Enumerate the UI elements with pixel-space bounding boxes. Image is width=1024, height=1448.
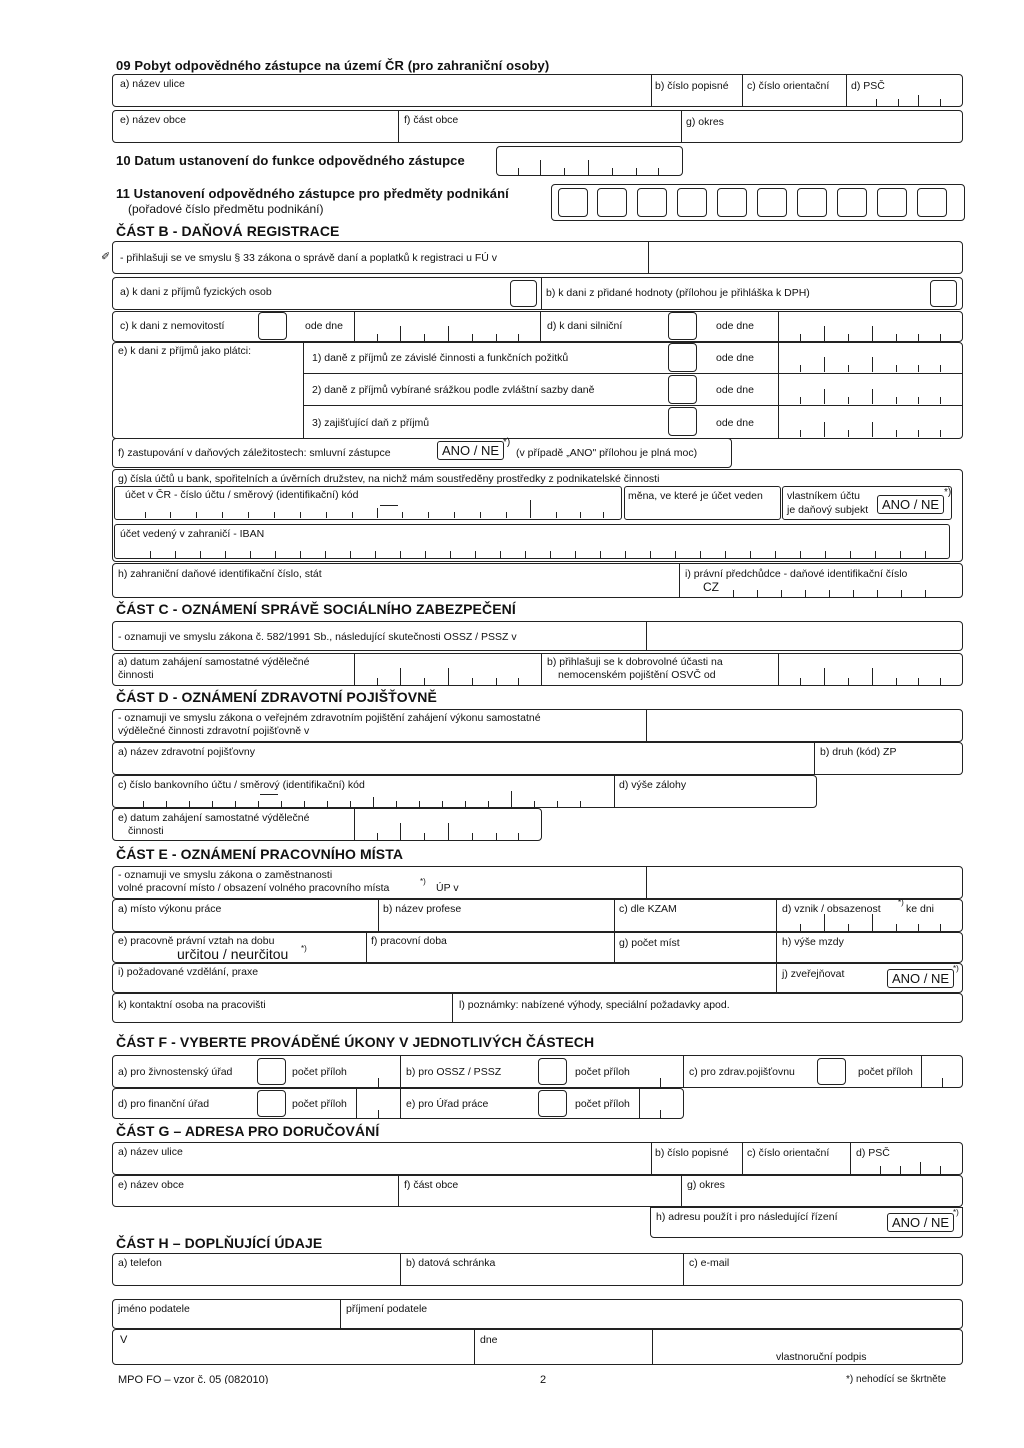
s09-row2 <box>112 110 963 143</box>
f-e-label: e) pro Úřad práce <box>406 1098 489 1110</box>
section-11-subtitle: (pořadové číslo předmětu podnikání) <box>128 202 324 216</box>
b-g-star: *) <box>944 487 952 498</box>
footer-note: *) nehodící se škrtněte <box>846 1374 947 1384</box>
s09-street-input[interactable] <box>118 90 648 106</box>
g-h-ano-ne[interactable]: ANO / NE <box>887 1213 954 1232</box>
b-g-cr-label: účet v ČR - číslo účtu / směrový (identifikační) kód <box>125 489 359 501</box>
e-j-star: *) <box>953 964 959 973</box>
f-a-checkbox[interactable] <box>257 1058 286 1085</box>
g-h-star: *) <box>953 1208 959 1217</box>
b-g-owner-label2: je daňový subjekt <box>787 504 869 516</box>
e-g-label: g) počet míst <box>619 937 680 949</box>
e-a-label: a) místo výkonu práce <box>118 903 222 915</box>
section-09-title: 09 Pobyt odpovědného zástupce na území ČR (pro zahraniční osoby) <box>116 58 550 73</box>
b-a-checkbox[interactable] <box>510 280 537 307</box>
b-c-ode-label: ode dne <box>305 320 343 332</box>
f-d-label: d) pro finanční úřad <box>118 1098 210 1110</box>
s11-subject-box-3[interactable] <box>637 188 667 217</box>
s11-subject-box-7[interactable] <box>797 188 827 217</box>
h-lastname-label: příjmení podatele <box>346 1303 428 1315</box>
g-district-label: g) okres <box>687 1179 725 1191</box>
f-e-count-label: počet příloh <box>575 1098 630 1110</box>
part-g-title: ČÁST G – ADRESA PRO DORUČOVÁNÍ <box>116 1123 380 1139</box>
b-e3-checkbox[interactable] <box>668 407 697 436</box>
e-intro-text1: - oznamuji ve smyslu zákona o zaměstnanosti <box>118 869 333 881</box>
s09-citypart-label: f) část obce <box>404 114 459 126</box>
b-e2-label: 2) daně z příjmů vybírané srážkou podle zvláštní sazby daně <box>312 384 595 396</box>
b-b-label: b) k dani z přidané hodnoty (přílohou je přihláška k DPH) <box>546 287 810 299</box>
h-place-label: V <box>120 1334 128 1346</box>
d-e-label1: e) datum zahájení samostatné výdělečné <box>118 812 310 824</box>
e-j-label: j) zveřejňovat <box>782 968 845 980</box>
s09-orient-no-label: c) číslo orientační <box>747 80 830 92</box>
f-d-checkbox[interactable] <box>257 1090 286 1117</box>
part-h-title: ČÁST H – DOPLŇUJÍCÍ ÚDAJE <box>116 1235 323 1251</box>
s09-district-label: g) okres <box>686 116 724 128</box>
f-b-count-label: počet příloh <box>575 1066 630 1078</box>
footer <box>0 1372 1024 1384</box>
g-orient-no-label: c) číslo orientační <box>747 1147 830 1159</box>
h-email-label: c) e-mail <box>689 1257 730 1269</box>
e-d-label2: ke dni <box>906 903 935 915</box>
b-intro-text: - přihlašuji se ve smyslu § 33 zákona o správě daní a poplatků k registraci u FÚ v <box>120 252 498 264</box>
e-intro-up: ÚP v <box>436 882 459 894</box>
f-e-checkbox[interactable] <box>538 1090 567 1117</box>
b-i-cz: CZ <box>703 580 719 594</box>
g-row1 <box>112 1142 963 1175</box>
c-intro-text: - oznamuji ve smyslu zákona č. 582/1991 Sb., následující skutečnosti OSSZ / PSSZ v <box>118 631 517 643</box>
b-c-checkbox[interactable] <box>258 312 287 340</box>
f-c-label: c) pro zdrav.pojišťovnu <box>689 1066 795 1078</box>
g-city-label: e) název obce <box>118 1179 184 1191</box>
h-row-abc <box>112 1253 963 1286</box>
f-c-count-label: počet příloh <box>858 1066 913 1078</box>
footer-page-number: 2 <box>540 1374 547 1384</box>
b-a-label: a) k dani z příjmů fyzických osob <box>120 286 272 298</box>
e-i-label: i) požadované vzdělání, praxe <box>118 966 259 978</box>
c-a-label2: činnosti <box>118 669 154 681</box>
b-f-note: (v případě „ANO" přílohou je plná moc) <box>516 447 698 459</box>
c-a-label1: a) datum zahájení samostatné výdělečné <box>118 656 310 668</box>
h-phone-label: a) telefon <box>118 1257 162 1269</box>
b-f-label: f) zastupování v daňových záležitostech: smluvní zástupce <box>118 447 391 459</box>
b-b-checkbox[interactable] <box>930 280 957 307</box>
e-j-ano-ne[interactable]: ANO / NE <box>887 969 954 988</box>
pencil-mark-icon: ✐ <box>101 251 111 263</box>
e-l-label: l) poznámky: nabízené výhody, speciální požadavky apod. <box>459 999 730 1011</box>
b-f-ano-ne[interactable]: ANO / NE <box>437 441 504 460</box>
b-e3-ode: ode dne <box>716 417 754 429</box>
g-row2 <box>112 1175 963 1207</box>
s09-house-no-label: b) číslo popisné <box>655 80 729 92</box>
g-street-label: a) název ulice <box>118 1146 183 1158</box>
c-b-label2: nemocenském pojištění OSVČ od <box>558 669 716 681</box>
h-databox-label: b) datová schránka <box>406 1257 496 1269</box>
b-f-star: *) <box>503 437 511 448</box>
e-f-label: f) pracovní doba <box>371 935 447 947</box>
e-e-options[interactable]: určitou / neurčitou <box>177 946 289 962</box>
f-b-label: b) pro OSSZ / PSSZ <box>406 1066 502 1078</box>
d-intro-text2: výdělečné činnosti zdravotní pojišťovně v <box>118 725 310 737</box>
part-d-title: ČÁST D - OZNÁMENÍ ZDRAVOTNÍ POJIŠŤOVNĚ <box>116 689 437 705</box>
b-e2-checkbox[interactable] <box>668 375 697 404</box>
h-firstname-label: jméno podatele <box>118 1303 190 1315</box>
f-d-count-label: počet příloh <box>292 1098 347 1110</box>
d-c-label: c) číslo bankovního účtu / směrový (identifikační) kód <box>118 779 365 791</box>
e-h-label: h) výše mzdy <box>782 936 844 948</box>
b-d-ode-label: ode dne <box>716 320 754 332</box>
b-e2-ode: ode dne <box>716 384 754 396</box>
b-row-cd <box>112 311 963 342</box>
b-g-owner-ano-ne[interactable]: ANO / NE <box>877 495 944 514</box>
part-c-title: ČÁST C - OZNÁMENÍ SPRÁVĚ SOCIÁLNÍHO ZABEZPEČENÍ <box>116 601 516 617</box>
d-d-label: d) výše zálohy <box>619 779 687 791</box>
section-11-title: 11 Ustanovení odpovědného zástupce pro předměty podnikání <box>116 186 509 201</box>
e-e-star: *) <box>301 944 307 953</box>
e-d-star: *) <box>898 898 904 907</box>
part-e-title: ČÁST E - OZNÁMENÍ PRACOVNÍHO MÍSTA <box>116 846 404 862</box>
f-a-count-label: počet příloh <box>292 1066 347 1078</box>
f-c-checkbox[interactable] <box>817 1058 846 1085</box>
s11-subject-box-6[interactable] <box>757 188 787 217</box>
b-g-label: g) čísla účtů u bank, spořitelních a úvěrních družstev, na nichž mám soustředěny prostředky z podnikatelské činnosti <box>118 473 660 485</box>
s09-street-label: a) název ulice <box>120 78 185 90</box>
h-date-label: dne <box>480 1334 498 1346</box>
b-h-label: h) zahraniční daňové identifikační číslo, stát <box>118 568 322 580</box>
e-e-label: e) pracovně právní vztah na dobu <box>118 935 275 947</box>
b-d-checkbox[interactable] <box>668 312 697 340</box>
b-e-label: e) k dani z příjmů jako plátci: <box>118 345 252 357</box>
e-k-label: k) kontaktní osoba na pracovišti <box>118 999 266 1011</box>
b-fu-input[interactable] <box>652 244 958 271</box>
b-e3-label: 3) zajišťující daň z příjmů <box>312 417 430 429</box>
e-c-label: c) dle KZAM <box>619 903 677 915</box>
e-b-label: b) název profese <box>383 903 462 915</box>
f-b-checkbox[interactable] <box>538 1058 567 1085</box>
part-b-title: ČÁST B - DAŇOVÁ REGISTRACE <box>116 223 340 239</box>
part-f-title: ČÁST F - VYBERTE PROVÁDĚNÉ ÚKONY V JEDNOTLIVÝCH ČÁSTECH <box>116 1034 595 1050</box>
e-intro-text2: volné pracovní místo / obsazení volného pracovního místa <box>118 882 390 894</box>
f-a-label: a) pro živnostenský úřad <box>118 1066 233 1078</box>
b-g-currency-label: měna, ve které je účet veden <box>628 490 763 502</box>
d-e-label2: činnosti <box>128 825 164 837</box>
section-10-title: 10 Datum ustanovení do funkce odpovědného zástupce <box>116 153 465 168</box>
b-e1-ode: ode dne <box>716 352 754 364</box>
b-i-label: i) právní předchůdce - daňové identifikační číslo <box>685 568 908 580</box>
s11-subject-box-1[interactable] <box>558 188 588 217</box>
b-g-iban-label: účet vedený v zahraničí - IBAN <box>120 528 265 540</box>
s11-subject-box-5[interactable] <box>717 188 747 217</box>
b-e1-label: 1) daně z příjmů ze závislé činnosti a funkčních požitků <box>312 352 569 364</box>
d-b-label: b) druh (kód) ZP <box>820 746 897 758</box>
h-signature-label: vlastnoruční podpis <box>776 1351 867 1363</box>
e-d-label: d) vznik / obsazenost <box>782 903 881 915</box>
g-h-label: h) adresu použít i pro následující řízení <box>656 1211 838 1223</box>
d-a-label: a) název zdravotní pojišťovny <box>118 746 256 758</box>
d-zp-input[interactable] <box>650 712 958 739</box>
h-row-name <box>112 1299 963 1329</box>
b-d-label: d) k dani silniční <box>547 320 623 332</box>
g-house-no-label: b) číslo popisné <box>655 1147 729 1159</box>
s11-subject-box-4[interactable] <box>677 188 707 217</box>
g-zip-label: d) PSČ <box>856 1147 890 1159</box>
s11-subject-box-10[interactable] <box>917 188 947 217</box>
s11-subject-box-2[interactable] <box>597 188 627 217</box>
b-c-label: c) k dani z nemovitostí <box>120 320 225 332</box>
s09-zip-label: d) PSČ <box>851 80 885 92</box>
s11-subject-box-9[interactable] <box>877 188 907 217</box>
c-ossz-input[interactable] <box>650 624 958 648</box>
b-e1-checkbox[interactable] <box>668 343 697 372</box>
s09-city-label: e) název obce <box>120 114 186 126</box>
e-intro-star: *) <box>420 877 426 886</box>
s10-date-input[interactable] <box>496 146 683 176</box>
d-intro-text1: - oznamuji ve smyslu zákona o veřejném zdravotním pojištění zahájení výkonu samostatné <box>118 712 541 724</box>
s11-subject-box-8[interactable] <box>837 188 867 217</box>
footer-form-id: MPO FO – vzor č. 05 (082010) <box>118 1374 269 1384</box>
c-b-label1: b) přihlašuji se k dobrovolné účasti na <box>547 656 723 668</box>
g-citypart-label: f) část obce <box>404 1179 459 1191</box>
b-g-owner-label1: vlastníkem účtu <box>787 490 860 502</box>
